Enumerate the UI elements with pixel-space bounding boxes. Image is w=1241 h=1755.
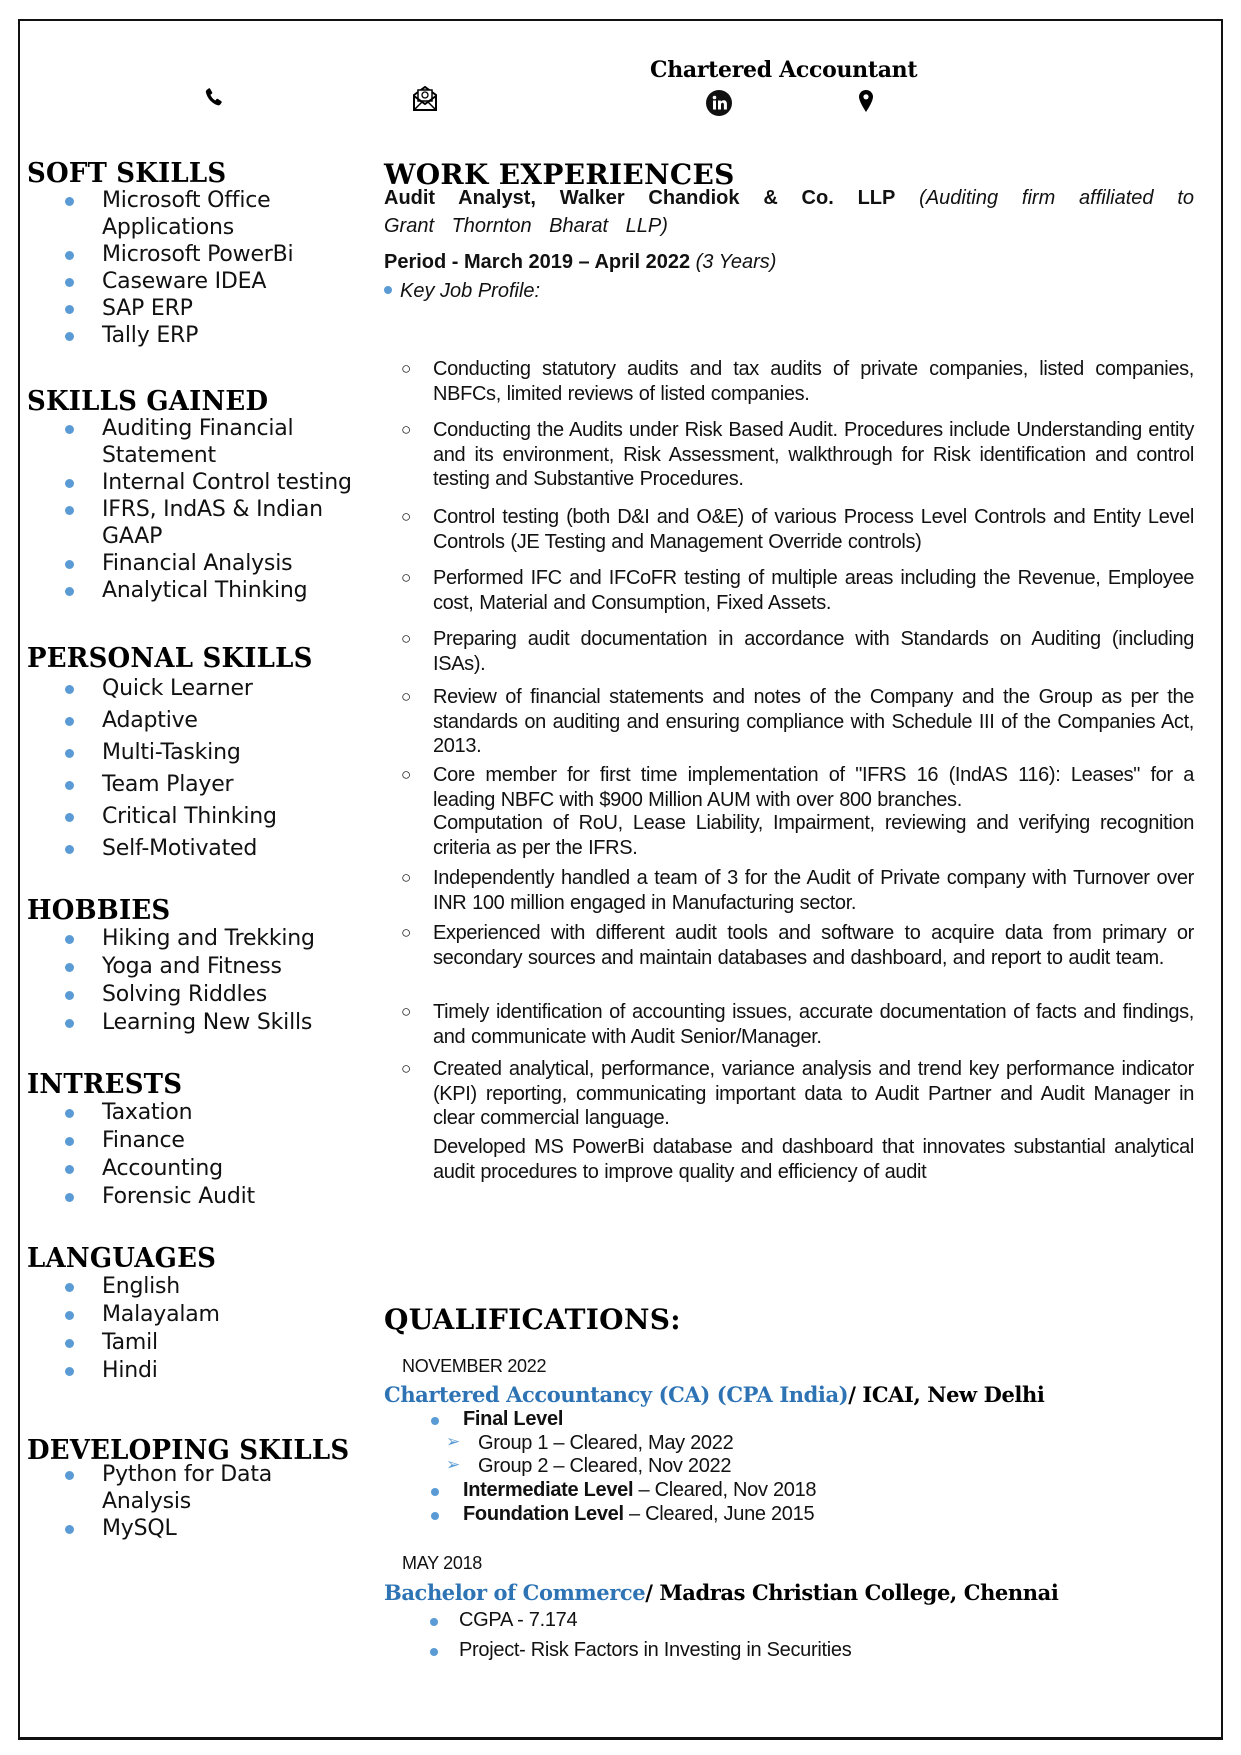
bullet-icon [65,813,74,822]
phone-icon [202,86,226,110]
bullet-icon [65,197,74,206]
responsibility-item: ○ Performed IFC and IFCoFR testing of multiple areas including the Revenue, Employee cost, Material and Consumption, Fixed Assets. [401,567,1194,614]
bullet-icon [65,963,74,972]
hobbies-section [27,897,367,1037]
personal-skills-list [27,673,367,865]
ca-degree: Chartered Accountancy (CA) (CPA India) [384,1382,849,1407]
location-pin-icon [858,89,874,113]
bullet-icon [430,1618,438,1626]
list-item: Hiking and Trekking [27,925,367,953]
list-item: English [27,1273,367,1301]
bullet-icon [65,278,74,287]
bullet-icon [65,1311,74,1320]
responsibility-continuation: Computation of RoU, Lease Liability, Impairment, reviewing and verifying recognition criteria as per the IFRS. [433,812,1194,859]
developing-skills-heading: DEVELOPING SKILLS [27,1435,350,1467]
personal-skills-heading: PERSONAL SKILLS [27,643,313,675]
personal-skills-section [27,645,367,865]
interests-list [27,1099,367,1211]
bcom-date: MAY 2018 [402,1553,482,1573]
list-item: Quick Learner [27,673,367,705]
bullet-icon [431,1417,439,1425]
email-icon [412,84,438,112]
duration: (3 Years) [695,251,777,273]
arrow-bullet-icon: ➢ [446,1432,460,1451]
list-item: Hindi [27,1357,367,1385]
bullet-icon [65,560,74,569]
responsibility-item: ○ Experienced with different audit tools and software to acquire data from primary or secondary sources and maintain databases and dashboard, and report to audit team. [401,922,1194,969]
list-item: Caseware IDEA [27,268,367,295]
responsibility-continuation: Developed MS PowerBi database and dashboard that innovates substantial analytical audit procedures to improve quality and efficiency of audit [433,1136,1194,1183]
bullet-icon [65,1525,74,1534]
role-company: Audit Analyst, Walker Chandiok & Co. LLP [384,187,896,209]
bcom-degree: Bachelor of Commerce [384,1580,646,1605]
linkedin-icon [706,90,732,116]
bullet-icon [65,425,74,434]
circle-bullet-icon: ○ [401,629,412,648]
bullet-icon [65,685,74,694]
languages-list [27,1273,367,1385]
list-item: SAP ERP [27,295,367,322]
bullet-icon [431,1488,439,1496]
ca-title [384,1382,1044,1407]
list-item: Internal Control testing [27,469,367,496]
circle-bullet-icon: ○ [401,507,412,526]
bullet-icon [65,1367,74,1376]
job-period [384,248,1194,276]
list-item: Learning New Skills [27,1009,367,1037]
header-title: Chartered Accountant [650,57,918,83]
circle-bullet-icon: ○ [401,765,412,784]
bullet-icon [65,1471,74,1480]
ca-date: NOVEMBER 2022 [402,1356,547,1376]
list-item: Self-Motivated [27,833,367,865]
responsibility-item: ○ Conducting the Audits under Risk Based Audit. Procedures include Understanding entity and its environment, Risk Assessment, walkthrough for Risk identification and control testing and Substantive Procedures. [401,419,1194,490]
period: Period - March 2019 – April 2022 [384,251,691,273]
bullet-icon [65,332,74,341]
list-item: Accounting [27,1155,367,1183]
skills-gained-list [27,415,367,604]
circle-bullet-icon: ○ [401,359,412,378]
list-item: Financial Analysis [27,550,367,577]
list-item: Malayalam [27,1301,367,1329]
bcom-institution: / Madras Christian College, Chennai [645,1580,1059,1605]
bullet-icon [431,1512,439,1520]
ca-intermediate-level: Intermediate Level – Cleared, Nov 2018 [463,1479,816,1502]
list-item: IFRS, IndAS & Indian GAAP [27,496,367,550]
list-item: Tamil [27,1329,367,1357]
list-item: Multi-Tasking [27,737,367,769]
interests-section [27,1071,367,1211]
bullet-icon [65,1339,74,1348]
bullet-icon [65,717,74,726]
list-item: Adaptive [27,705,367,737]
list-item: Microsoft Office Applications [27,187,367,241]
ca-final-level: Final Level [463,1408,563,1431]
skills-gained-section [27,388,367,604]
ca-foundation-level: Foundation Level – Cleared, June 2015 [463,1503,814,1526]
soft-skills-heading: SOFT SKILLS [27,158,227,190]
list-item: Solving Riddles [27,981,367,1009]
responsibility-item: ○ Core member for first time implementation of "IFRS 16 (IndAS 116): Leases" for a leading NBFC with $900 Million AUM with over 800 branches. [401,764,1194,811]
bullet-icon [65,251,74,260]
bullet-icon [65,935,74,944]
bcom-project: Project- Risk Factors in Investing in Securities [459,1639,851,1662]
responsibility-item: ○ Review of financial statements and notes of the Company and the Group as per the standards on auditing and ensuring compliance with Schedule III of the Companies Act, 2013. [401,686,1194,757]
circle-bullet-icon: ○ [401,568,412,587]
bcom-cgpa: CGPA - 7.174 [459,1609,577,1632]
bullet-icon [65,749,74,758]
bullet-icon [65,845,74,854]
list-item: Team Player [27,769,367,801]
hobbies-list [27,925,367,1037]
list-item: Microsoft PowerBi [27,241,367,268]
interests-heading: INTRESTS [27,1069,183,1101]
bullet-icon [65,1109,74,1118]
bullet-icon [65,506,74,515]
bullet-icon [65,781,74,790]
bullet-icon [65,1165,74,1174]
responsibility-item: ○ Conducting statutory audits and tax audits of private companies, listed companies, NBFCs, limited reviews of listed companies. [401,358,1194,405]
developing-skills-list [27,1461,367,1542]
skills-gained-heading: SKILLS GAINED [27,386,269,418]
arrow-bullet-icon: ➢ [446,1455,460,1474]
languages-heading: LANGUAGES [27,1243,217,1275]
languages-section [27,1245,367,1385]
list-item: Tally ERP [27,322,367,349]
list-item: Finance [27,1127,367,1155]
circle-bullet-icon: ○ [401,420,412,439]
list-item: Auditing Financial Statement [27,415,367,469]
bullet-icon [65,1137,74,1146]
ca-group-1: ➢ Group 1 – Cleared, May 2022 [446,1432,734,1454]
ca-institution: / ICAI, New Delhi [848,1382,1045,1407]
bcom-title [384,1580,1058,1605]
bullet-icon [65,1283,74,1292]
qualifications-heading: QUALIFICATIONS: [384,1303,681,1336]
bullet-icon [384,286,392,294]
circle-bullet-icon: ○ [401,1002,412,1021]
bullet-icon [65,305,74,314]
responsibility-item: ○ Preparing audit documentation in accordance with Standards on Auditing (including ISAs). [401,628,1194,675]
work-experience-heading: WORK EXPERIENCES [384,158,735,191]
bullet-icon [65,1019,74,1028]
circle-bullet-icon: ○ [401,687,412,706]
ca-group-2: ➢ Group 2 – Cleared, Nov 2022 [446,1455,732,1477]
list-item: Yoga and Fitness [27,953,367,981]
responsibility-item: ○ Independently handled a team of 3 for the Audit of Private company with Turnover over INR 100 million engaged in Manufacturing sector. [401,867,1194,914]
circle-bullet-icon: ○ [401,868,412,887]
bullet-icon [65,991,74,1000]
circle-bullet-icon: ○ [401,923,412,942]
list-item: Python for Data Analysis [27,1461,327,1515]
developing-skills-section [27,1437,367,1542]
affiliation: (Auditing firm affiliated to Grant Thornton Bharat LLP) [384,187,1195,237]
list-item: Taxation [27,1099,367,1127]
soft-skills-list [27,187,367,349]
list-item: Critical Thinking [27,801,367,833]
list-item: MySQL [27,1515,367,1542]
responsibility-item: ○ Created analytical, performance, variance analysis and trend key performance indicator (KPI) reporting, communicating important data to Audit Partner and Audit Manager in clear commercial language. [401,1058,1194,1129]
bullet-icon [65,1193,74,1202]
list-item: Forensic Audit [27,1183,367,1211]
bullet-icon [430,1648,438,1656]
list-item: Analytical Thinking [27,577,367,604]
bullet-icon [65,479,74,488]
responsibility-item: ○ Control testing (both D&I and O&E) of various Process Level Controls and Entity Level Controls (JE Testing and Management Override controls) [401,506,1194,553]
job-title [384,184,1194,240]
soft-skills-section [27,160,367,349]
bullet-icon [65,587,74,596]
hobbies-heading: HOBBIES [27,895,171,927]
circle-bullet-icon: ○ [401,1059,412,1078]
responsibility-item: ○ Timely identification of accounting issues, accurate documentation of facts and findings, and communicate with Audit Senior/Manager. [401,1001,1194,1048]
key-job-profile: Key Job Profile: [384,280,540,303]
